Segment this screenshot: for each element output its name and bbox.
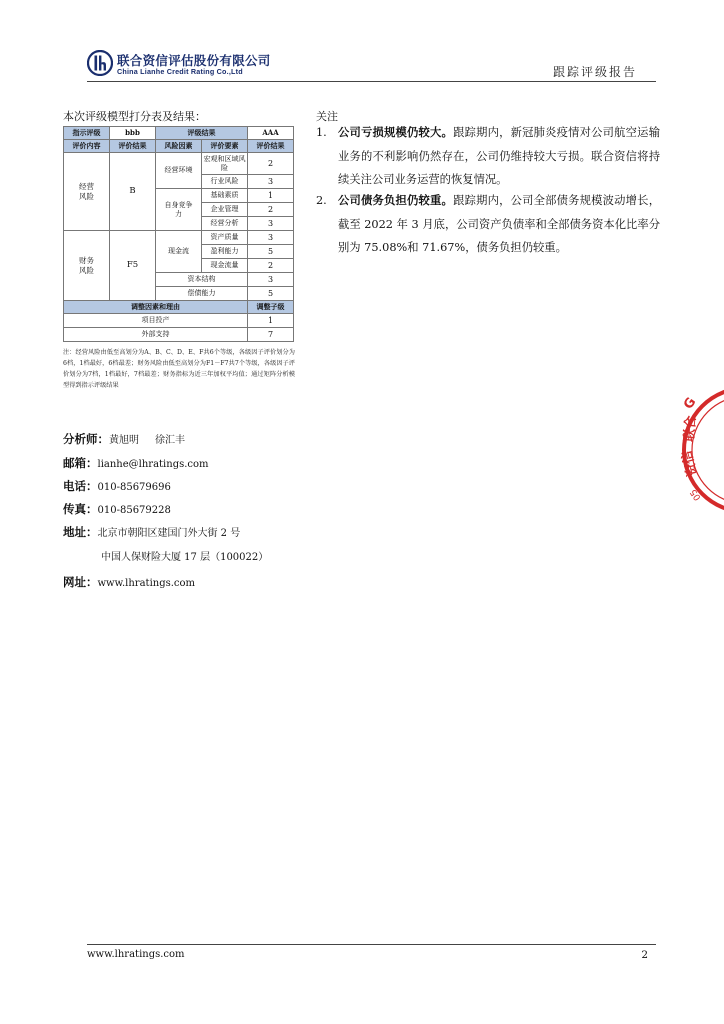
contact-key: 传真： [63, 502, 98, 516]
adjustment-name: 项目投产 [64, 314, 248, 328]
contact-phone [63, 478, 171, 494]
contact-email [63, 455, 209, 471]
adjustment-value: 7 [248, 328, 294, 342]
evaluation-element: 宏观和区域风险 [202, 153, 248, 175]
evaluation-content: 财务 风险 [64, 231, 110, 301]
company-logo-icon [87, 50, 113, 76]
indicative-rating-label: 指示评级 [64, 127, 110, 140]
company-name-cn: 联合资信评估股份有限公司 [117, 53, 271, 68]
risk-factor: 现金流 [156, 231, 202, 273]
contact-value: 北京市朝阳区建国门外大街 2 号 [97, 528, 241, 539]
contact-analyst [63, 431, 185, 447]
evaluation-result: F5 [110, 231, 156, 301]
table-title: 本次评级模型打分表及结果： [63, 110, 206, 123]
contact-address [63, 524, 240, 540]
evaluation-result: B [110, 153, 156, 231]
adjustment-value: 1 [248, 314, 294, 328]
header-divider [87, 81, 656, 82]
company-name-en: China Lianhe Credit Rating Co.,Ltd [117, 67, 243, 76]
contact-key: 电话： [63, 479, 98, 493]
rating-model-table [63, 126, 294, 342]
item-text: 跟踪期内，公司全部债务规模波动增长，截至 2022 年 3 月底，公司资产负债率和全部债务资本化比率分别为 75.08%和 71.67%，债务负担仍较重。 [338, 194, 660, 254]
table-top-row [64, 127, 294, 140]
contact-value: 010-85679696 [97, 482, 171, 493]
contact-website [63, 574, 195, 590]
item-headline: 公司亏损规模仍较大。 [338, 126, 454, 139]
adjustment-header-value: 调整子级 [248, 301, 294, 314]
contact-value-2: 徐汇丰 [155, 435, 185, 446]
svg-text:资信: 资信 [679, 448, 701, 478]
evaluation-element: 企业管理 [202, 203, 248, 217]
risk-factor: 资本结构 [156, 273, 248, 287]
report-type: 跟踪评级报告 [552, 65, 637, 79]
element-score: 3 [248, 175, 294, 189]
item-headline: 公司债务负担仍较重。 [338, 194, 454, 207]
contact-fax [63, 501, 171, 517]
contact-value: 黄旭明 [109, 435, 139, 446]
column-header: 风险因素 [156, 140, 202, 153]
item-index: 1. [316, 126, 327, 139]
adjustment-header-row [64, 301, 294, 314]
item-index: 2. [316, 194, 327, 207]
evaluation-element: 行业风险 [202, 175, 248, 189]
contact-key: 地址： [63, 525, 98, 539]
risk-factor: 自身竞争力 [156, 189, 202, 231]
element-score: 3 [248, 217, 294, 231]
company-seal-icon [676, 380, 724, 520]
table-note: 注：经营风险由低至高划分为A、B、C、D、E、F共6个等级，各级因子评价划分为6档，1档最好，6档最差；财务风险由低至高划分为F1－F7共7个等级，各级因子评价划分为7档，1档最好，7档最差；财务指标为近三年加权平均值；通过矩阵分析模型得到指示评级结果 [63, 349, 295, 389]
contact-value[interactable]: www.lhratings.com [97, 578, 196, 589]
column-header: 评价结果 [248, 140, 294, 153]
svg-text:联合: 联合 [682, 415, 700, 443]
adjustment-name: 外部支持 [64, 328, 248, 342]
contact-value: 010-85679228 [97, 505, 171, 516]
footer-url[interactable]: www.lhratings.com [87, 949, 185, 960]
contact-key: 网址： [63, 575, 98, 589]
evaluation-element: 经营分析 [202, 217, 248, 231]
element-score: 5 [248, 245, 294, 259]
element-score: 2 [248, 259, 294, 273]
table-header-row [64, 140, 294, 153]
table-row [64, 328, 294, 342]
element-score: 3 [248, 273, 294, 287]
attention-item-2 [316, 189, 660, 260]
table-row [64, 314, 294, 328]
contact-address-line-2 [101, 548, 268, 563]
page-number: 2 [641, 949, 648, 961]
contact-key: 分析师： [63, 432, 109, 446]
column-header: 评价要素 [202, 140, 248, 153]
element-score: 1 [248, 189, 294, 203]
evaluation-element: 现金流量 [202, 259, 248, 273]
evaluation-element: 资产质量 [202, 231, 248, 245]
evaluation-content: 经营 风险 [64, 153, 110, 231]
element-score: 5 [248, 287, 294, 301]
evaluation-element: 基础素质 [202, 189, 248, 203]
column-header: 评价结果 [110, 140, 156, 153]
element-score: 3 [248, 231, 294, 245]
item-text: 跟踪期内，新冠肺炎疫情对公司航空运输业务的不利影响仍然存在，公司仍维持较大亏损。联合资信将持续关注公司业务运营的恢复情况。 [338, 126, 660, 186]
risk-factor: 经营环境 [156, 153, 202, 189]
attention-item-1 [316, 121, 660, 192]
table-row [64, 153, 294, 175]
contact-value[interactable]: lianhe@lhratings.com [97, 459, 209, 470]
rating-result-value: AAA [248, 127, 294, 140]
element-score: 2 [248, 203, 294, 217]
svg-text:G: G [680, 394, 700, 413]
indicative-rating-value: bbb [110, 127, 156, 140]
contact-key: 邮箱： [63, 456, 98, 470]
risk-factor: 偿债能力 [156, 287, 248, 301]
contact-value-2: 中国人保财险大厦 17 层（100022） [101, 552, 269, 563]
element-score: 2 [248, 153, 294, 175]
rating-result-label: 评级结果 [156, 127, 248, 140]
evaluation-element: 盈利能力 [202, 245, 248, 259]
column-header: 评价内容 [64, 140, 110, 153]
table-row [64, 231, 294, 245]
svg-text:05: 05 [688, 486, 704, 503]
attention-title: 关注 [316, 110, 338, 123]
footer-divider [87, 944, 656, 945]
adjustment-header-label: 调整因素和理由 [64, 301, 248, 314]
